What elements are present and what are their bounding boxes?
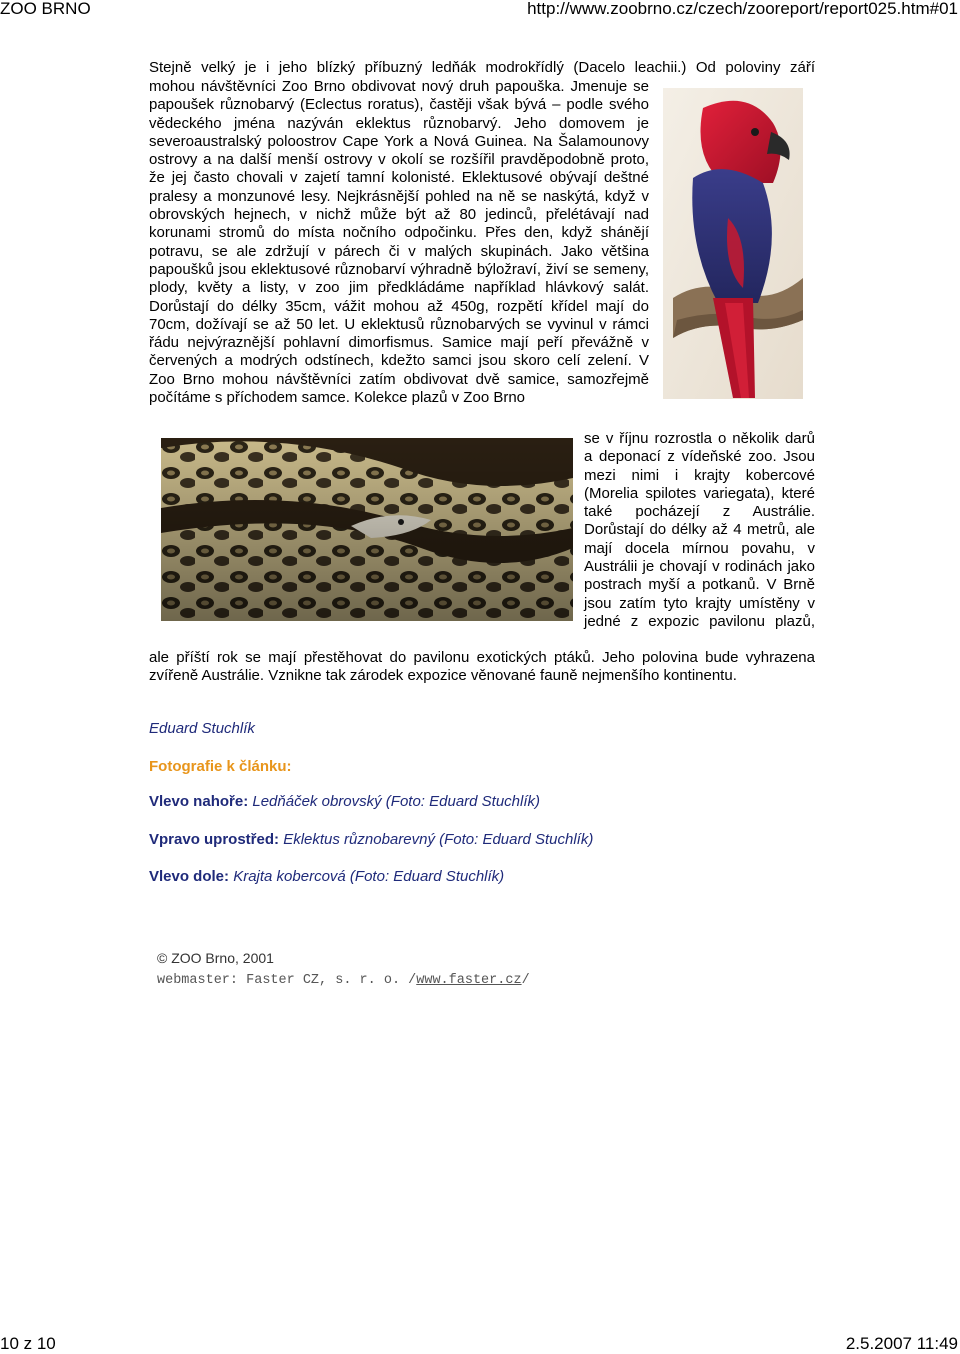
browser-header-title: ZOO BRNO: [0, 0, 91, 18]
article-paragraph-python: se v říjnu rozrostla o několik darů a deponací z vídeňské zoo. Jsou mezi nimi i krajty kobercové (Morelia spilotes variegata), které také pocházejí z Austrálie. Dorůstají do délky až 4 metrů, ale mají docela mírnou povahu, v Austrálii je chovají v rodinách jako postrach myší a potkanů. V Brně jsou zatím tyto krajty umístěny v jedné z expozic pavilonu plazů,: [584, 430, 815, 630]
caption-text: Krajta kobercová (Foto: Eduard Stuchlík): [233, 868, 505, 885]
print-datetime: 2.5.2007 11:49: [845, 1334, 958, 1353]
page-counter: 10 z 10: [0, 1334, 56, 1353]
caption-label: Vpravo uprostřed:: [149, 831, 280, 848]
copyright-notice: © ZOO Brno, 2001: [157, 950, 274, 966]
caption-label: Vlevo nahoře:: [149, 793, 249, 810]
article-text-segment: Na Šalamounovy ostrovy a na další menší ostrovy v okolí se rozšířil pravděpodobně proto, že jej často chovali v zajetí tamní kolonisté. Eklektusové obývají deštné pralesy a monzunové lesy. Nejkrásnější pohled na ně se naskýtá, když v obrovských hejnech, v nichž může být až 80 jedinců, přelétávají nad korunami stromů do místa nočního odpočinku. Přes den, když shánějí potravu, se ale zdržují v párech či v malých skupinách. Jako většina papoušků jsou eklektusové různobarví výhradně býložraví, živí se semeny, plody, květy a listy, v zoo jim předkládáme například hlávkový salát. Dorůstají do délky 35cm, vážit mohou až 450g, rozpětí křídel mají do 70cm, dožívají se až 50 let. U eklektusů různobarvých se vyvinul v rámci řádu nejvýraznější pohlavní dimorfismus. Samice mají peří převážně v červených a modrých odstínech, kdežto samci jsou skoro celí zelení. V Zoo Brno mohou návštěvníci zatím obdivovat dvě samice, samozřejmě počítáme s příchodem samce. Kolekce plazů v Zoo Brno: [149, 132, 649, 407]
photos-heading: Fotografie k článku:: [149, 758, 292, 775]
webmaster-suffix: /: [521, 973, 530, 988]
caption-text: Ledňáček obrovský (Foto: Eduard Stuchlík): [252, 793, 541, 810]
article-text-segment: mohou návštěvníci Zoo Brno obdivovat nový druh papouška. Jmenuje se papoušek různobarvý (Eclectus roratus), častěji však bývá – podle svého vědeckého jména nazýván eklektus různobarvý. Jeho domovem je severoaustralský poloostrov Cape York a Nová Guinea.: [149, 78, 649, 150]
webmaster-line: [157, 973, 530, 988]
browser-header-url: http://www.zoobrno.cz/czech/zooreport/report025.htm#01: [527, 0, 958, 18]
photo-caption: [149, 868, 504, 885]
photo-caption: [149, 831, 593, 848]
eclectus-parrot-photo: [663, 88, 803, 399]
caption-label: Vlevo dole:: [149, 868, 230, 885]
carpet-python-photo: [161, 438, 573, 621]
webmaster-prefix: webmaster: Faster CZ, s. r. o. /: [157, 973, 417, 988]
article-paragraph-parrot: [149, 78, 649, 407]
caption-text: Eklektus různobarevný (Foto: Eduard Stuchlík): [283, 831, 594, 848]
article-paragraph-closing: ale příští rok se mají přestěhovat do pavilonu exotických ptáků. Jeho polovina bude vyhrazena zvířeně Austrálie. Vznikne tak zárodek expozice věnované fauně nejmenšího kontinentu.: [149, 649, 815, 685]
author-name: Eduard Stuchlík: [149, 720, 255, 737]
photo-caption: [149, 793, 540, 810]
article-paragraph-intro: Stejně velký je i jeho blízký příbuzný ledňák modrokřídlý (Dacelo leachii.) Od poloviny září: [149, 59, 815, 76]
webmaster-link[interactable]: www.faster.cz: [416, 973, 522, 988]
